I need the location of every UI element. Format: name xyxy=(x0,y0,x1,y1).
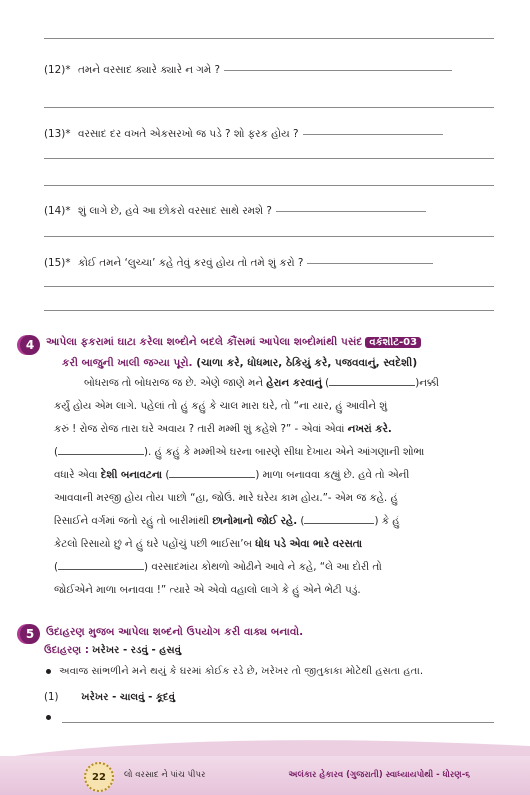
section-4-paragraph: બોધરાજ તો બોધરાજ જ છે. એણે જાણે મને હેરાન કરવાનું ( )નક્કી કર્યું હોય એમ લાગે. પહેલાં તો હું કહું કે ચાલ મારા ઘરે, તો “ના યાર, હું આવીને શું કરું ! રોજ રોજ તારા ઘરે અવાય ? તારી મમ્મી શું કહેશે ?” - એવાં એવાં નખરાં કરે. ( ). હું કહું કે મમ્મીએ ઘરના બારણે સીધા દેખાય એને આંગણાની શોભા વધારે એવા દેશી બનાવટના ( ) માળા બનાવવા કહ્યું છે. હવે તો એની આવવાની મરજી હોય તોય પાછો “હા, જોઉં. મારે ઘરેય કામ હોય.”- એમ જ કહે. હું રિસાઈને વર્ગમાં જતો રહું તો બારીમાંથી છાનોમાનો જોઈ રહે. ( ) કે હું કેટલો રિસાયો છું ને હું ઘરે પહોંચું પછી ભાઈસા’બ ધોધ પડે એવા ભારે વરસતા ( ) વરસાદમાંય કોથળો ઓઢીને આવે ને કહે, “લે આ દોરી તો જોઈએને માળા બનાવવા !” ત્યારે એ એવો વહાલો લાગે કે હું એને ભેટી પડું. xyxy=(54,372,498,602)
example-sentence: અવાજ સાંભળીને મને થયું કે ઘરમાં કોઈક રડે છે, ખરેખર તો જીતુકાકા મોટેથી હસતા હતા. xyxy=(46,666,423,678)
answer-line[interactable] xyxy=(44,107,494,108)
section-4-title-line2: કરી બાજુની ખાલી જગ્યા પૂરો. (ચાળા કરે, ધોધમાર, ઠેકિયું કરે, પજવવાનું, સ્વદેશી) xyxy=(62,357,418,369)
fill-blank-1[interactable] xyxy=(329,372,415,386)
question-12 xyxy=(44,64,452,77)
answer-line[interactable] xyxy=(303,134,443,135)
question-14 xyxy=(44,205,426,218)
answer-line[interactable] xyxy=(62,722,494,723)
chapter-title: લો વરસાદ ને પાંચ પીપર xyxy=(124,770,206,780)
answer-line[interactable] xyxy=(307,263,433,264)
question-text: શું લાગે છે, હવે આ છોકરો વરસાદ સાથે રમશે ? xyxy=(78,205,272,217)
answer-line[interactable] xyxy=(276,211,426,212)
page-number: 22 xyxy=(84,762,114,792)
section-5-badge: 5 xyxy=(20,624,40,644)
example-words: ખરેખર - રડવું - હસવું xyxy=(92,645,182,656)
section-4-badge: 4 xyxy=(20,335,40,355)
fill-blank-5[interactable] xyxy=(58,556,144,570)
question-text: કોઈ તમને ‘લુચ્ચા’ કહે તેવું કરવું હોય તો તમે શું કરો ? xyxy=(78,257,304,269)
answer-line[interactable] xyxy=(44,185,494,186)
section-5-title: ઉદાહરણ મુજબ આપેલા શબ્દનો ઉપયોગ કરી વાક્ય બનાવો. xyxy=(46,626,304,638)
worksheet-badge: વર્કશીટ-03 xyxy=(365,337,421,348)
answer-line[interactable] xyxy=(44,310,494,311)
item-number: (1) xyxy=(44,692,59,703)
answer-line[interactable] xyxy=(224,70,452,71)
fill-blank-3[interactable] xyxy=(169,464,255,478)
answer-line[interactable] xyxy=(44,236,494,237)
bullet-icon xyxy=(46,669,51,674)
example-label: ઉદાહરણ : xyxy=(44,645,89,656)
item-words: ખરેખર - ચાલવું - કૂદવું xyxy=(81,692,176,703)
item-1-answer xyxy=(46,712,59,723)
question-number: (15)* xyxy=(44,257,71,269)
bullet-icon xyxy=(46,715,51,720)
fill-blank-4[interactable] xyxy=(304,510,374,524)
item-1-row xyxy=(44,692,175,704)
question-text: વરસાદ દર વખતે એકસરખો જ પડે ? શો ફરક હોય ? xyxy=(78,128,299,140)
question-13 xyxy=(44,128,443,141)
book-title: અલંકાર હેકારવ (ગુજરાતી) સ્વાધ્યાયપોથી - ધોરણ-૬ xyxy=(288,770,470,780)
question-text: તમને વરસાદ ક્યારે ક્યારે ન ગમે ? xyxy=(78,64,221,76)
question-15 xyxy=(44,257,433,270)
question-number: (12)* xyxy=(44,64,71,76)
example-row xyxy=(44,645,181,657)
answer-line[interactable] xyxy=(44,38,494,39)
section-4-title: આપેલા ફકરામાં ઘાટા કરેલા શબ્દોને બદલે કૌંસમાં આપેલા શબ્દોમાંથી પસંદ વર્કશીટ-03 xyxy=(46,336,421,349)
answer-line[interactable] xyxy=(44,286,494,287)
question-number: (14)* xyxy=(44,205,71,217)
answer-line[interactable] xyxy=(44,158,494,159)
question-number: (13)* xyxy=(44,128,71,140)
fill-blank-2[interactable] xyxy=(58,441,144,455)
